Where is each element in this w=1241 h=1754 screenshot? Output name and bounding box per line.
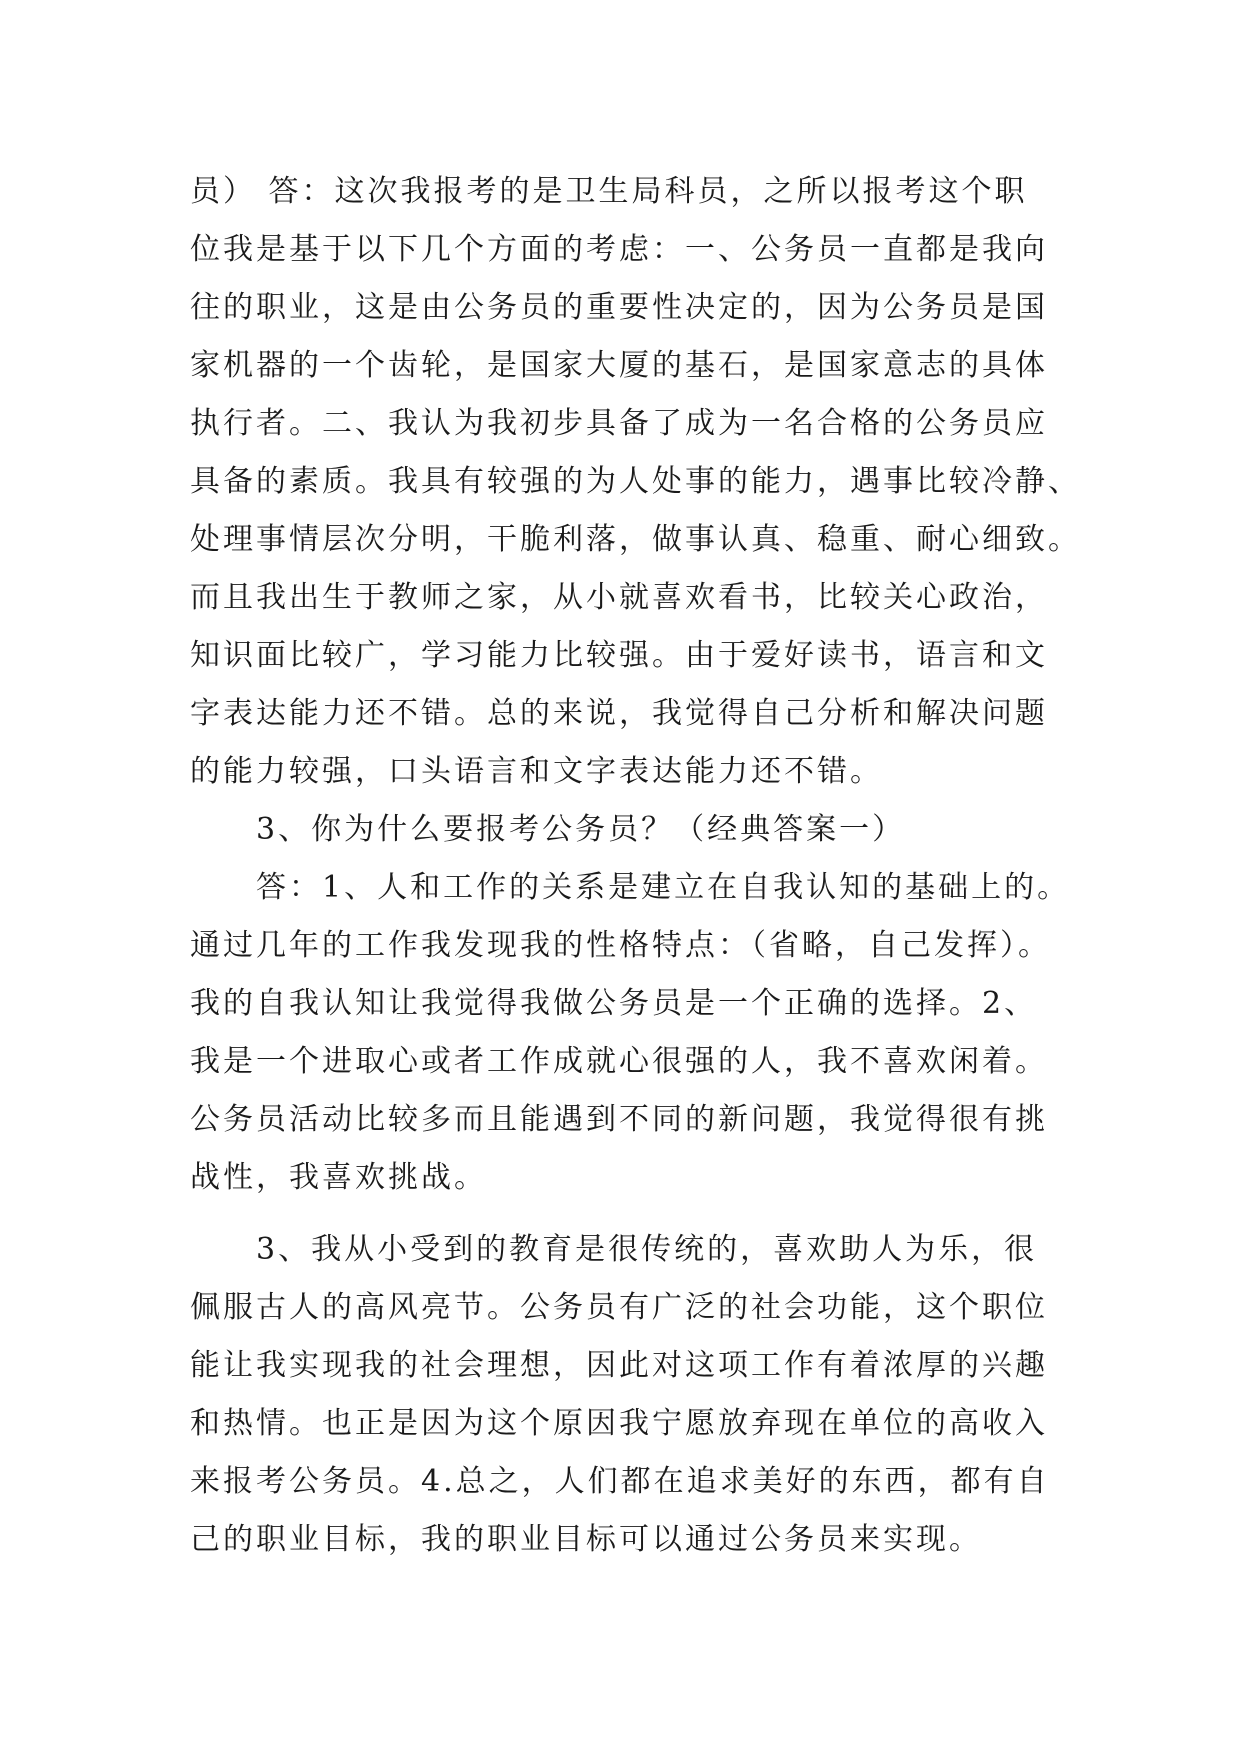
text-line: 能让我实现我的社会理想，因此对这项工作有着浓厚的兴趣 <box>190 1348 1048 1383</box>
question-heading: 3、你为什么要报考公务员？（经典答案一） <box>256 812 906 847</box>
text-line: 3、我从小受到的教育是很传统的，喜欢助人为乐，很 <box>256 1232 1038 1267</box>
text-line: 员） 答：这次我报考的是卫生局科员，之所以报考这个职 <box>190 174 1028 209</box>
text-line: 我是一个进取心或者工作成就心很强的人，我不喜欢闲着。 <box>190 1044 1048 1079</box>
text-line: 通过几年的工作我发现我的性格特点：（省略，自己发挥）。 <box>190 928 1051 963</box>
text-line: 往的职业，这是由公务员的重要性决定的，因为公务员是国 <box>190 290 1048 325</box>
text-line: 答：1、人和工作的关系是建立在自我认知的基础上的。 <box>256 870 1071 905</box>
text-line: 位我是基于以下几个方面的考虑：一、公务员一直都是我向 <box>190 232 1048 267</box>
text-line: 的能力较强，口头语言和文字表达能力还不错。 <box>190 754 883 789</box>
text-line: 公务员活动比较多而且能遇到不同的新问题，我觉得很有挑 <box>190 1102 1048 1137</box>
text-line: 己的职业目标，我的职业目标可以通过公务员来实现。 <box>190 1522 982 1557</box>
text-line: 处理事情层次分明，干脆利落，做事认真、稳重、耐心细致。 <box>190 522 1081 557</box>
text-line: 我的自我认知让我觉得我做公务员是一个正确的选择。2、 <box>190 986 1038 1021</box>
text-line: 字表达能力还不错。总的来说，我觉得自己分析和解决问题 <box>190 696 1048 731</box>
text-line: 知识面比较广，学习能力比较强。由于爱好读书，语言和文 <box>190 638 1048 673</box>
text-line: 执行者。二、我认为我初步具备了成为一名合格的公务员应 <box>190 406 1048 441</box>
text-line: 战性，我喜欢挑战。 <box>190 1160 487 1195</box>
text-line: 家机器的一个齿轮，是国家大厦的基石，是国家意志的具体 <box>190 348 1048 383</box>
text-line: 佩服古人的高风亮节。公务员有广泛的社会功能，这个职位 <box>190 1290 1048 1325</box>
text-line: 而且我出生于教师之家，从小就喜欢看书，比较关心政治， <box>190 580 1048 615</box>
text-line: 具备的素质。我具有较强的为人处事的能力，遇事比较冷静、 <box>190 464 1081 499</box>
text-line: 和热情。也正是因为这个原因我宁愿放弃现在单位的高收入 <box>190 1406 1048 1441</box>
document-body <box>190 163 1081 1569</box>
text-line: 来报考公务员。4.总之，人们都在追求美好的东西，都有自 <box>190 1464 1050 1499</box>
